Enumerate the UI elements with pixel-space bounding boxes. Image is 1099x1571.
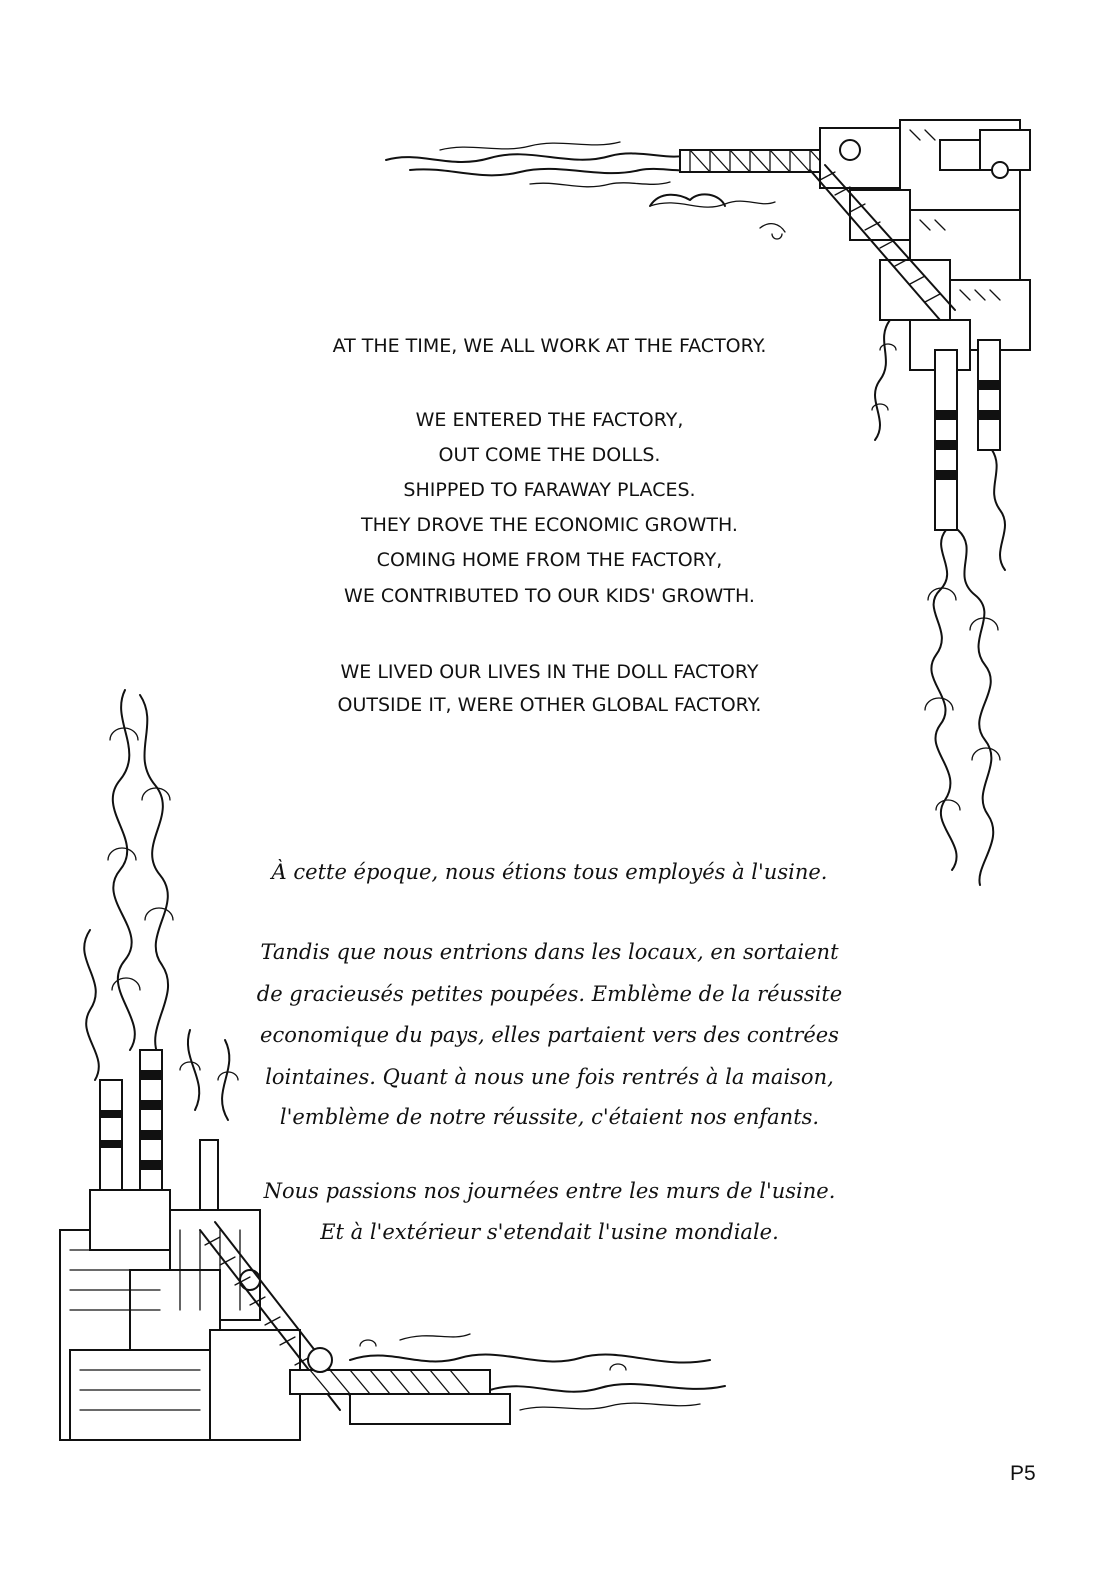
french-line: Tandis que nous entrions dans les locaux, en sortaient [260, 940, 839, 964]
english-line: COMING HOME FROM THE FACTORY, [376, 549, 723, 571]
english-line: AT THE TIME, WE ALL WORK AT THE FACTORY. [332, 335, 767, 357]
english-line: WE LIVED OUR LIVES IN THE DOLL FACTORY [340, 661, 759, 683]
english-line: OUT COME THE DOLLS. [438, 444, 661, 466]
french-line: de gracieusés petites poupées. Emblème de la réussite [256, 982, 843, 1006]
english-line: SHIPPED TO FARAWAY PLACES. [403, 479, 696, 501]
english-line: OUTSIDE IT, WERE OTHER GLOBAL FACTORY. [337, 694, 762, 716]
factory-illustration-bottom-left [50, 670, 740, 1450]
english-line: WE CONTRIBUTED TO OUR KIDS' GROWTH. [344, 585, 755, 607]
french-line: economique du pays, elles partaient vers des contrées [260, 1023, 839, 1047]
french-line: l'emblème de notre réussite, c'étaient nos enfants. [279, 1105, 820, 1129]
english-line: WE ENTERED THE FACTORY, [415, 409, 684, 431]
french-line: À cette époque, nous étions tous employés à l'usine. [271, 860, 828, 884]
page-number: P5 [1010, 1462, 1036, 1485]
french-line: lointaines. Quant à nous une fois rentrés à la maison, [265, 1065, 834, 1089]
french-line: Nous passions nos journées entre les murs de l'usine. [263, 1179, 836, 1203]
french-line: Et à l'extérieur s'etendait l'usine mondiale. [320, 1220, 779, 1244]
english-line: THEY DROVE THE ECONOMIC GROWTH. [361, 514, 738, 536]
